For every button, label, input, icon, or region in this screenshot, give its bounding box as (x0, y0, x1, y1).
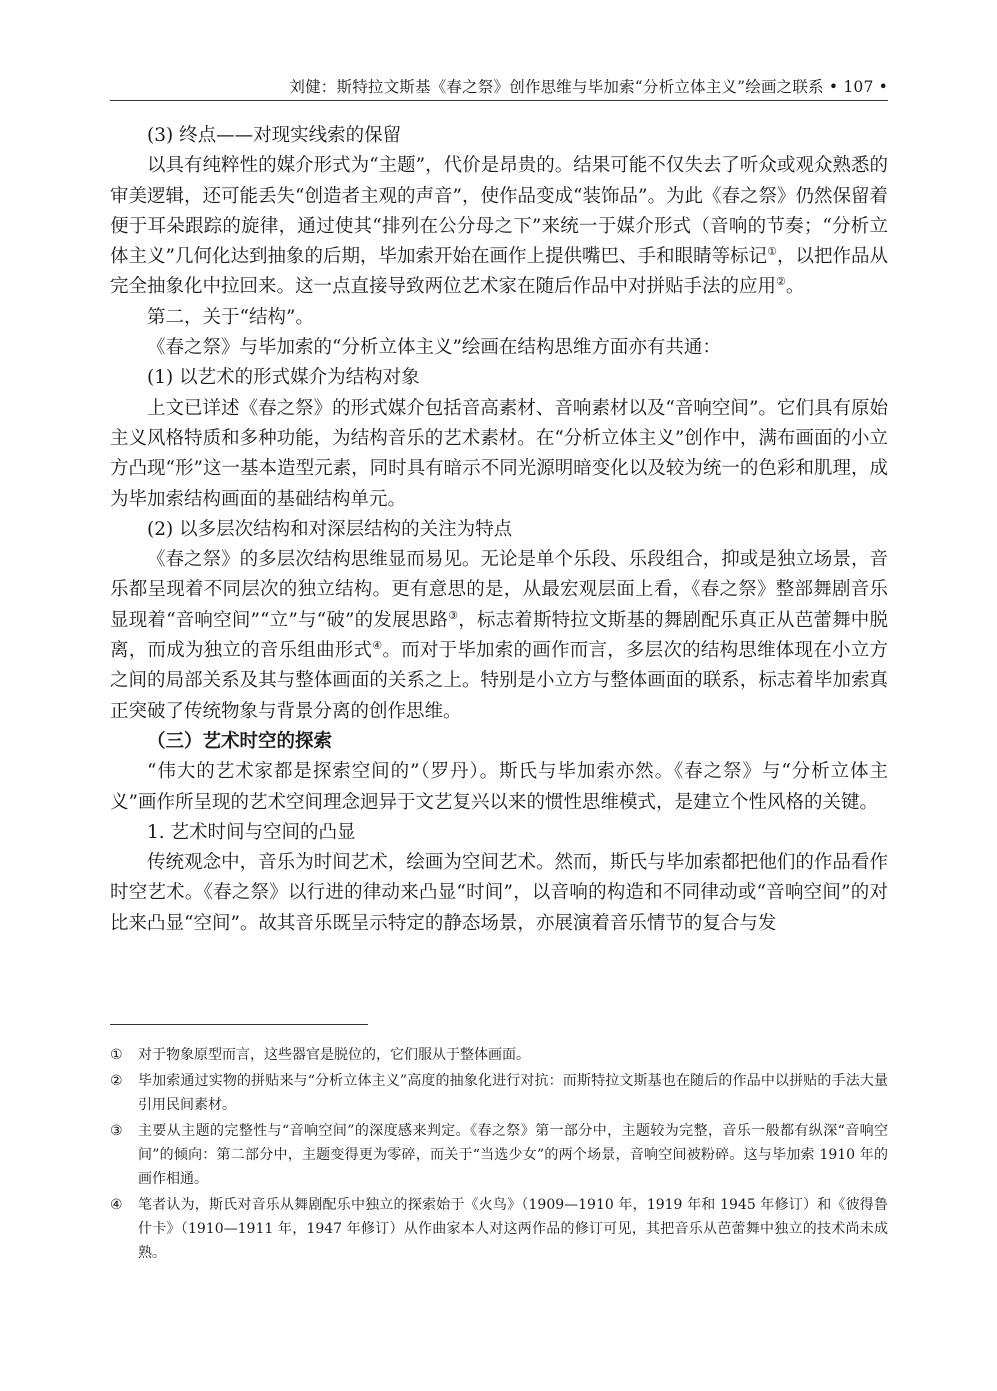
footnotes (110, 1043, 888, 1267)
footnote-ref[interactable]: ④ (372, 638, 383, 652)
footnote (110, 1043, 888, 1067)
footnote-text: 对于物象原型而言，这些器官是脱位的，它们服从于整体画面。 (138, 1047, 530, 1063)
footnote-text: 笔者认为，斯氏对音乐从舞剧配乐中独立的探索始于《火鸟》（1909—1910 年，1919 年和 1945 年修订）和《彼得鲁什卡》（1910—1911 年，1947 年修订）从作曲家本人对这两作品的修订可见，其把音乐从芭蕾舞中独立的技术尚未成熟。 (138, 1197, 888, 1261)
footnote-marker: ① (110, 1047, 123, 1063)
footnote (110, 1069, 888, 1117)
paragraph: 《春之祭》的多层次结构思维显而易见。无论是单个乐段、乐段组合，抑或是独立场景，音乐都呈现着不同层次的独立结构。更有意思的是，从最宏观层面上看，《春之祭》整部舞剧音乐显现着“音响空间”“立”与“破”的发展思路③，标志着斯特拉文斯基的舞剧配乐真正从芭蕾舞中脱离，而成为独立的音乐组曲形式④。而对于毕加索的画作而言，多层次的结构思维体现在小立方之间的局部关系及其与整体画面的关系之上。特别是小立方与整体画面的联系，标志着毕加索真正突破了传统物象与背景分离的创作思维。 (110, 549, 888, 722)
header-rule (110, 100, 888, 101)
subheading: (2) 以多层次结构和对深层结构的关注为特点 (147, 518, 513, 540)
section-heading: （三）艺术时空的探索 (147, 730, 333, 752)
running-header: 刘健：斯特拉文斯基《春之祭》创作思维与毕加索“分析立体主义”绘画之联系 • 107 • (289, 78, 888, 96)
paragraph: 《春之祭》与毕加索的“分析立体主义”绘画在结构思维方面亦有共通： (147, 337, 721, 359)
paragraph: 以具有纯粹性的媒介形式为“主题”，代价是昂贵的。结果可能不仅失去了听众或观众熟悉的审美逻辑，还可能丢失“创造者主观的声音”，使作品变成“装饰品”。为此《春之祭》仍然保留着便于耳朵跟踪的旋律，通过使其“排列在公分母之下”来统一于媒介形式（音响的节奏；“分析立体主义”几何化达到抽象的后期，毕加索开始在画作上提供嘴巴、手和眼睛等标记①，以把作品从完全抽象化中拉回来。这一点直接导致两位艺术家在随后作品中对拼贴手法的应用②。 (110, 155, 888, 298)
subheading: 第二，关于“结构”。 (147, 306, 314, 328)
footnote-marker: ④ (110, 1197, 123, 1213)
footnote (110, 1119, 888, 1191)
footnote-text: 主要从主题的完整性与“音响空间”的深度感来判定。《春之祭》第一部分中，主题较为完整，音乐一般都有纵深“音响空间”的倾向：第二部分中，主题变得更为零碎，而关于“当选少女”的两个场景，音响空间被粉碎。这与毕加索 1910 年的画作相通。 (138, 1123, 888, 1187)
footnote-ref[interactable]: ① (767, 245, 777, 259)
paragraph: 传统观念中，音乐为时间艺术，绘画为空间艺术。然而，斯氏与毕加索都把他们的作品看作时空艺术。《春之祭》以行进的律动来凸显“时间”，以音响的构造和不同律动或“音响空间”的对比来凸显“空间”。故其音乐既呈示特定的静态场景，亦展演着音乐情节的复合与发 (110, 852, 888, 934)
subheading: 1. 艺术时间与空间的凸显 (147, 821, 356, 843)
footnote-text: 毕加索通过实物的拼贴来与“分析立体主义”高度的抽象化进行对抗：而斯特拉文斯基也在随后的作品中以拼贴的手法大量引用民间素材。 (138, 1073, 888, 1113)
subheading: (1) 以艺术的形式媒介为结构对象 (147, 367, 420, 389)
footnote-ref[interactable]: ③ (448, 608, 459, 622)
footnote (110, 1193, 888, 1265)
footnote-rule (110, 1024, 368, 1025)
paragraph: 上文已详述《春之祭》的形式媒介包括音高素材、音响素材以及“音响空间”。它们具有原始主义风格特质和多种功能，为结构音乐的艺术素材。在“分析立体主义”创作中，满布画面的小立方凸现“形”这一基本造型元素，同时具有暗示不同光源明暗变化以及较为统一的色彩和肌理，成为毕加索结构画面的基础结构单元。 (110, 397, 888, 510)
footnote-ref[interactable]: ② (776, 275, 786, 289)
body-text (110, 121, 888, 939)
paragraph: “伟大的艺术家都是探索空间的”（罗丹）。斯氏与毕加索亦然。《春之祭》与“分析立体主义”画作所呈现的艺术空间理念迥异于文艺复兴以来的惯性思维模式，是建立个性风格的关键。 (110, 761, 888, 813)
subheading: (3) 终点——对现实线索的保留 (147, 125, 402, 146)
footnote-marker: ③ (110, 1123, 123, 1139)
footnote-marker: ② (110, 1073, 123, 1089)
